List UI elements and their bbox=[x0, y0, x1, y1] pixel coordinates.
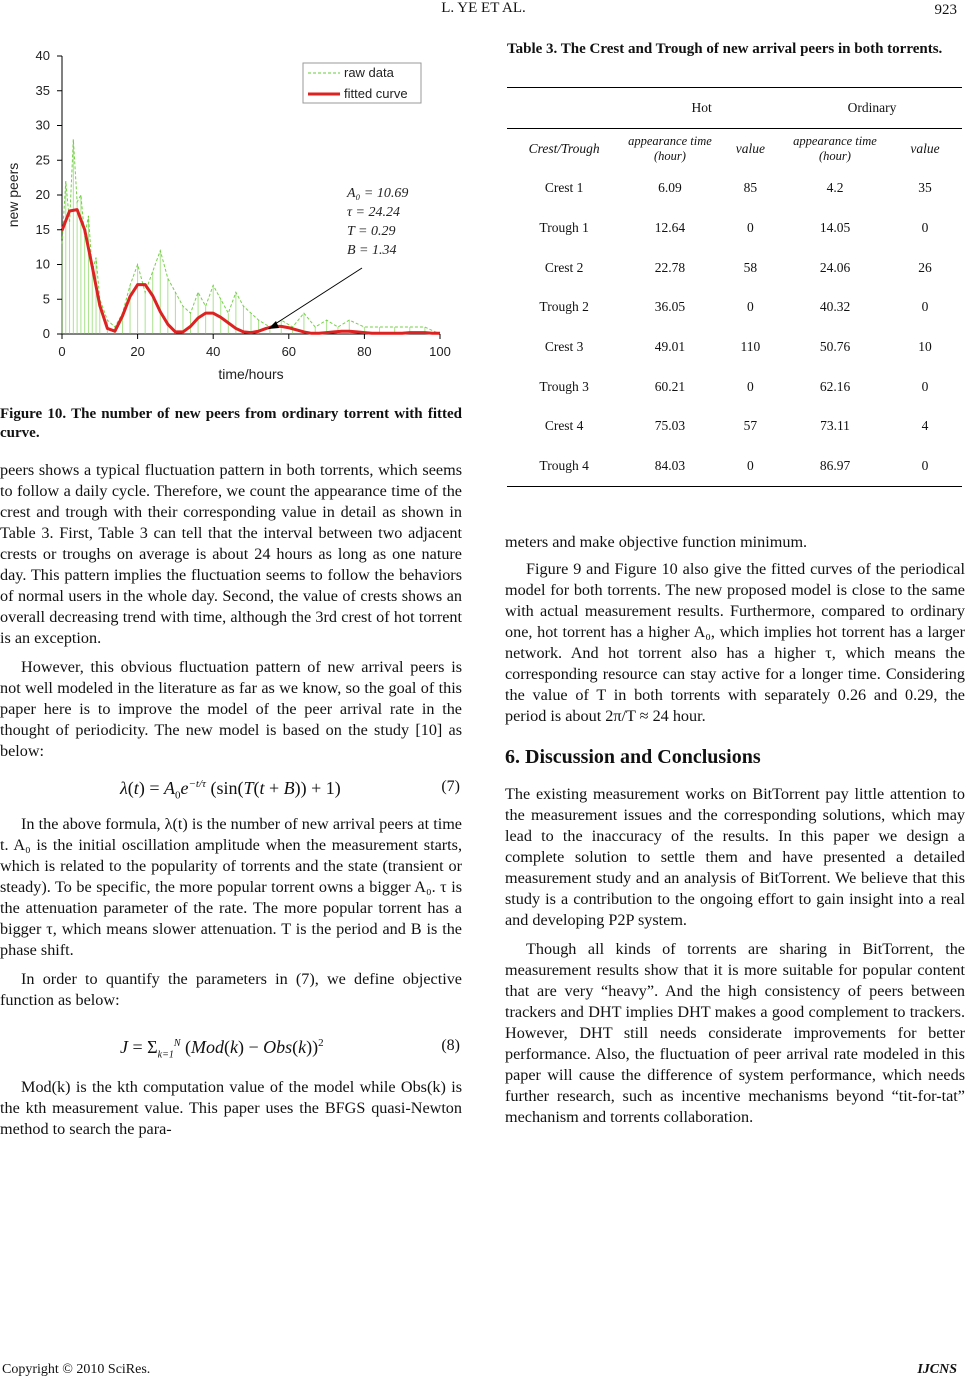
right-column bbox=[505, 532, 965, 1128]
table-cell: 22.78 bbox=[654, 259, 686, 275]
table-cell: 35 bbox=[918, 180, 932, 196]
footer-journal: IJCNS bbox=[917, 1362, 957, 1377]
parameter-annotation: B = 1.34 bbox=[347, 243, 397, 258]
table-cell: 0 bbox=[746, 378, 754, 394]
figure-caption: Figure 10. The number of new peers from ordinary torrent with fitted curve. bbox=[0, 406, 462, 441]
page-number: 923 bbox=[934, 2, 957, 18]
table-cell: 0 bbox=[746, 299, 754, 315]
paragraph: Mod(k) is the kth computation value of the model while Obs(k) is the kth measurement value. This paper uses the BFGS quasi-Newton method to search the para- bbox=[0, 1078, 462, 1138]
table-cell: 0 bbox=[921, 378, 929, 394]
x-tick-label: 40 bbox=[205, 344, 221, 359]
table-cell: 0 bbox=[746, 458, 754, 474]
parameter-annotation: A₀ = 10.69 bbox=[347, 186, 409, 201]
table-row bbox=[507, 287, 962, 327]
y-tick-label: 15 bbox=[35, 221, 50, 237]
table-header-cell: value bbox=[735, 140, 765, 156]
table-cell: 0 bbox=[921, 219, 929, 235]
table-row bbox=[507, 446, 962, 486]
table-row bbox=[507, 208, 962, 248]
table-cell: 0 bbox=[921, 299, 929, 315]
table-3 bbox=[507, 40, 965, 487]
y-tick-label: 25 bbox=[35, 152, 50, 168]
table-cell: 14.05 bbox=[819, 219, 851, 235]
y-tick-label: 20 bbox=[35, 187, 50, 202]
table-cell: 58 bbox=[743, 259, 758, 275]
table-row bbox=[507, 367, 962, 407]
y-tick-label: 0 bbox=[42, 326, 50, 341]
y-tick-label: 40 bbox=[35, 48, 50, 63]
table-header-cell: Crest/Trough bbox=[528, 140, 600, 156]
table-cell: 6.09 bbox=[658, 180, 682, 196]
x-tick-label: 0 bbox=[58, 344, 66, 359]
table-cell: 0 bbox=[921, 458, 929, 474]
table-cell: 24.06 bbox=[819, 259, 851, 275]
paragraph: In order to quantify the parameters in (7), we define objective function as below: bbox=[0, 970, 462, 1009]
table-row bbox=[507, 407, 962, 447]
x-tick-label: 60 bbox=[281, 344, 297, 359]
table-cell: 85 bbox=[743, 180, 758, 196]
figure-10-chart bbox=[0, 40, 465, 395]
table-title: Table 3. The Crest and Trough of new arrival peers in both torrents. bbox=[507, 41, 943, 57]
section-heading: 6. Discussion and Conclusions bbox=[505, 746, 761, 768]
footer-copyright: Copyright © 2010 SciRes. bbox=[2, 1362, 151, 1377]
equation-8-number: (8) bbox=[441, 1037, 460, 1054]
table-cell: Trough 2 bbox=[539, 299, 589, 315]
table-cell: 73.11 bbox=[820, 418, 850, 434]
table-cell: 0 bbox=[746, 219, 754, 235]
x-tick-label: 100 bbox=[429, 344, 451, 359]
table-cell: 12.64 bbox=[654, 219, 686, 235]
table-cell: 40.32 bbox=[819, 299, 851, 315]
y-tick-label: 35 bbox=[35, 82, 50, 98]
equation-8-body: $J = \Sigma_{k=1}^N$ $(Mod(k) - Obs(k))^2$ bbox=[120, 1037, 324, 1061]
equation-7 bbox=[0, 762, 462, 814]
y-tick-label: 5 bbox=[42, 291, 50, 307]
table-cell: Crest 1 bbox=[544, 180, 584, 196]
paragraph: peers shows a typical fluctuation pattern in both torrents, which seems to follow a daily cycle. Therefore, we count the appearance time of the crest and trough with their corresponding value in detail as shown in Table 3. First, Table 3 can tell that the interval between two adjacent crests or troughs on average is about 24 hours as long as one nature day. This pattern implies the fluctuation seems to follow the behaviors of normal users in the whole day. Second, the value of crests shows an overall decreasing trend with time, although the 3rd crest of hot torrent is an exception. bbox=[0, 461, 462, 647]
legend-label-raw: raw data bbox=[344, 65, 394, 80]
table-cell: 49.01 bbox=[654, 338, 686, 354]
table-row bbox=[507, 327, 962, 367]
table-cell: 4.2 bbox=[826, 180, 844, 196]
y-tick-label: 30 bbox=[35, 117, 50, 133]
parameter-annotation: T = 0.29 bbox=[347, 224, 396, 239]
table-cell: 60.21 bbox=[654, 378, 686, 394]
table-cell: Trough 1 bbox=[539, 219, 589, 235]
table-header-cell: appearance time (hour) bbox=[628, 133, 712, 163]
table-cell: 62.16 bbox=[819, 378, 851, 394]
running-head: L. YE ET AL. bbox=[441, 0, 526, 16]
table-cell: 10 bbox=[918, 338, 932, 354]
table-header-row bbox=[507, 128, 962, 168]
table-cell: 57 bbox=[743, 418, 758, 434]
equation-7-number: (7) bbox=[441, 778, 460, 795]
annotation-arrow bbox=[272, 268, 362, 326]
table-cell: 4 bbox=[921, 418, 929, 434]
table-group-header-row bbox=[507, 88, 962, 129]
paragraph: In the above formula, λ(t) is the number of new arrival peers at time t. A₀ is the initial oscillation amplitude when the measurement starts, which is related to the popularity of torrents and the state (transient or steady). To be specific, the more popular torrent owns a bigger A₀. τ is the attenuation parameter of the rate. The more popular torrent has a bigger τ, which means slower attenuation. T is the period and B is the phase shift. bbox=[0, 815, 462, 959]
parameter-annotation: τ = 24.24 bbox=[347, 205, 400, 220]
table-cell: 26 bbox=[918, 259, 932, 275]
x-axis-label: time/hours bbox=[218, 366, 284, 382]
table-cell: Trough 4 bbox=[539, 458, 589, 474]
chart-svg bbox=[0, 40, 465, 395]
table-header-cell: appearance time (hour) bbox=[793, 133, 877, 163]
table-cell: 86.97 bbox=[819, 458, 851, 474]
x-tick-label: 80 bbox=[357, 344, 372, 359]
paragraph: meters and make objective function minimum. bbox=[505, 533, 808, 551]
x-tick-label: 20 bbox=[130, 344, 145, 359]
legend-label-fit: fitted curve bbox=[344, 86, 408, 101]
table-cell: 50.76 bbox=[819, 338, 851, 354]
table-cell: Crest 4 bbox=[544, 418, 584, 434]
table-row bbox=[507, 248, 962, 288]
table-group-header: Hot bbox=[691, 99, 712, 115]
paragraph: Figure 9 and Figure 10 also give the fitted curves of the periodical model for both torrents. The new proposed model is close to the same with actual measurement results. Furthermore, compared to ordinary one, hot torrent has a higher A₀, which implies hot torrent has a larger network. And hot torrent also has a higher τ, which means the corresponding resource can stay active for a longer time. Considering the value of T in both torrents with separately 0.26 and 0.29, the period is about 2π/T ≈ 24 hour. bbox=[505, 560, 965, 725]
equation-8 bbox=[0, 1011, 462, 1077]
table-row bbox=[507, 168, 962, 208]
table-cell: 110 bbox=[740, 338, 761, 354]
table-group-header: Ordinary bbox=[847, 99, 897, 115]
table-cell: Crest 3 bbox=[544, 338, 584, 354]
table-cell: 75.03 bbox=[654, 418, 686, 434]
table-cell: 36.05 bbox=[654, 299, 686, 315]
table-3-grid bbox=[507, 87, 962, 487]
y-axis-label: new peers bbox=[5, 162, 21, 228]
table-cell: Crest 2 bbox=[544, 259, 584, 275]
equation-7-body: $\lambda(t) = A_0e^{-t/\tau}$ (sin(T(t + B)) + 1) bbox=[120, 778, 341, 802]
y-tick-label: 10 bbox=[35, 256, 50, 272]
paragraph: The existing measurement works on BitTorrent pay little attention to the measurement issues and the corresponding solutions, which may lead to the inaccuracy of the results. In this paper we design a complete solution to settle them and have presented a detailed measurement study and an analysis of BitTorrent. We believe that this study is a contribution to the ongoing effort to gain insight into a real and developing P2P system. bbox=[505, 785, 965, 929]
left-column bbox=[0, 405, 462, 1140]
table-header-cell: value bbox=[910, 140, 940, 156]
table-cell: 84.03 bbox=[654, 458, 686, 474]
paragraph: However, this obvious fluctuation pattern of new arrival peers is not well modeled in the literature as far as we know, so the goal of this paper here is to improve the model of the peer arrival rate in the thought of periodicity. The new model is based on the study [10] as below: bbox=[0, 658, 462, 760]
paragraph: Though all kinds of torrents are sharing in BitTorrent, the measurement results show that it is more suitable for popular content that are very “heavy”. And the high consistency of peers between trackers and DHT implies DHT makes a good complement to trackers. However, DHT still needs considerate improvements for better performance. Also, the fluctuation of peer arrival rate modeled in this paper will cause the difference of system performance, which needs further research, such as incentive mechanisms beyond “tit-for-tat” mechanism and torrents collaboration. bbox=[505, 940, 965, 1126]
table-cell: Trough 3 bbox=[539, 378, 589, 394]
